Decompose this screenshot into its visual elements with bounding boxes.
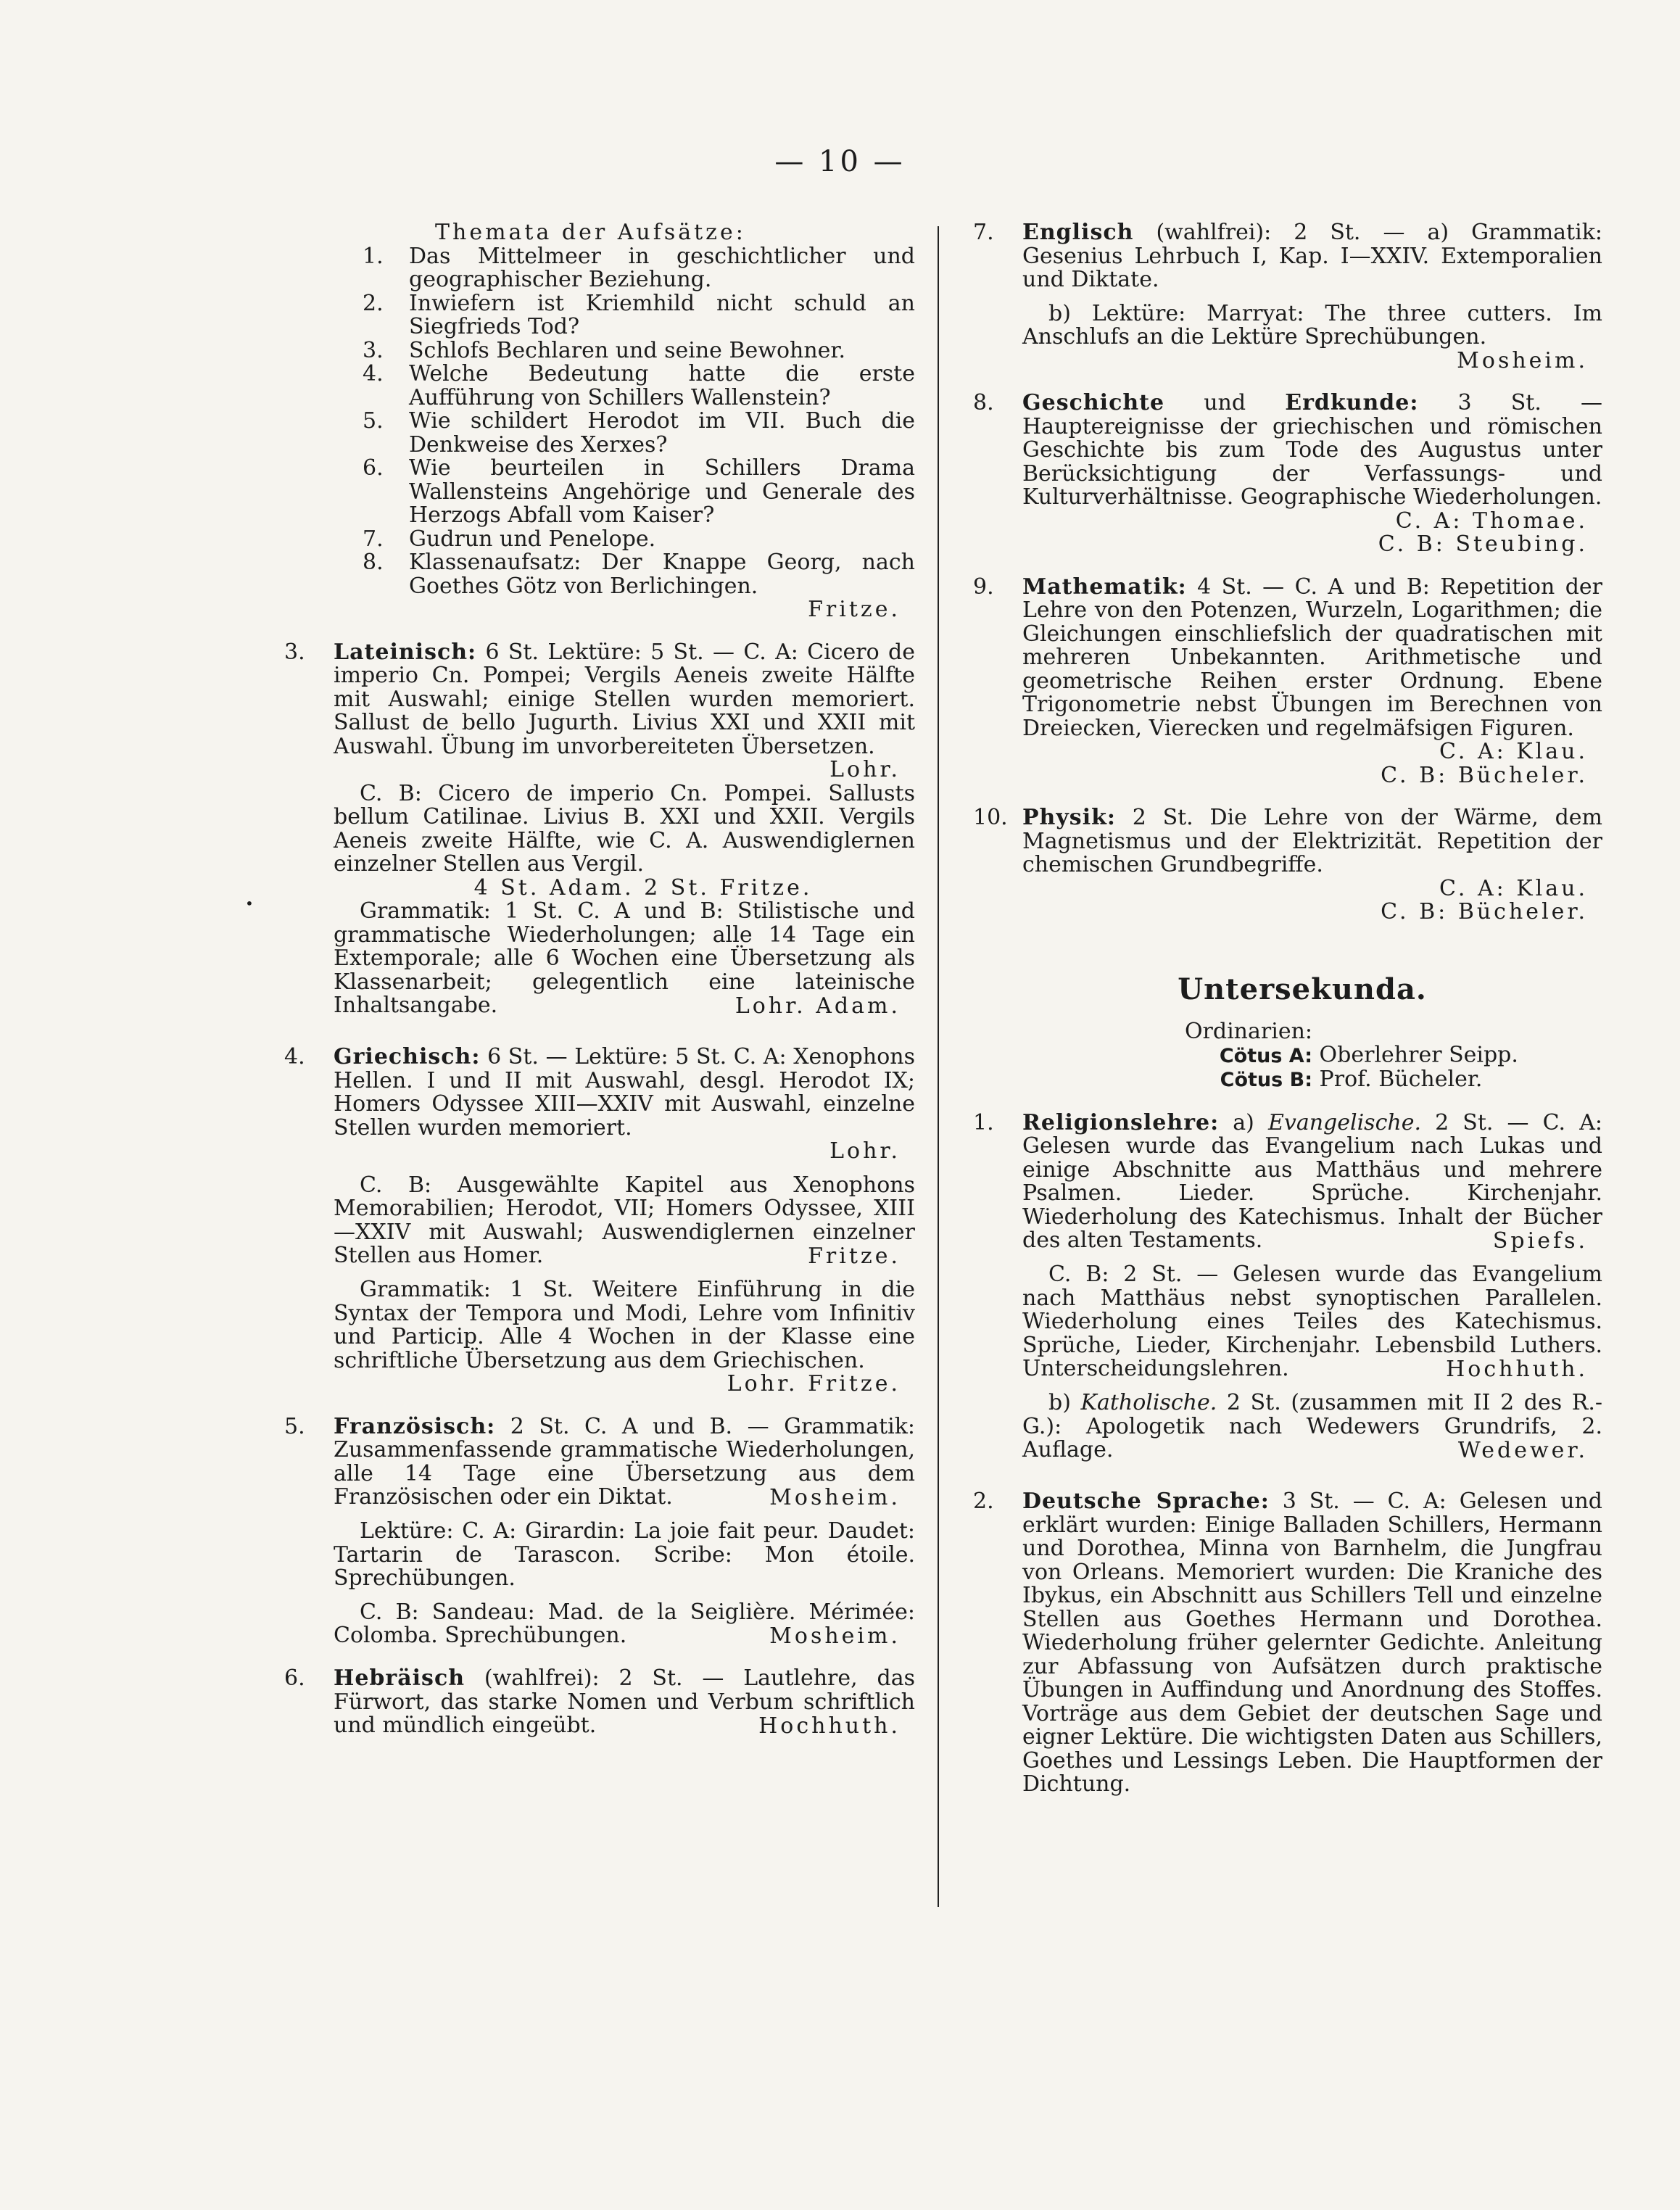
theme-number: 4.: [363, 361, 384, 386]
stray-mark: •: [245, 895, 254, 912]
ordinarien-line: [973, 1068, 1602, 1093]
theme-item: [284, 363, 915, 410]
subject-prefix: a): [1233, 1109, 1254, 1135]
subject-text: 3 St. — Hauptereignisse der griechischen und römischen Geschichte bis zum Tode des Augustus unter Berücksichtigung der Verfassungs- und Kulturverhältnisse. Geographische Wiederholungen.: [1022, 390, 1602, 510]
theme-number: 1.: [363, 243, 384, 269]
subject-subtitle: Evangelische.: [1267, 1109, 1421, 1135]
subject-text: 2 St. C. A und B. — Grammatik: Zusammenfassende grammatische Wiederholungen, alle 14 Tage eine Übersetzung aus dem Französischen oder ein Diktat.: [334, 1413, 916, 1510]
theme-number: 2.: [363, 290, 384, 316]
teacher-name: Wedewer.: [1457, 1437, 1588, 1463]
teacher-name: C. B: Bücheler.: [1381, 762, 1588, 788]
subject-number: 3.: [284, 639, 305, 665]
ordinarien-line: [973, 1020, 1602, 1068]
subject-number: 10.: [973, 805, 1008, 830]
subject-prefix: b): [1048, 1390, 1071, 1415]
theme-item: [284, 528, 915, 552]
teacher-line: 4 St. Adam. 2 St. Fritze.: [473, 874, 813, 901]
teacher-name: Lohr.: [829, 757, 901, 782]
subject-paragraph: C. B: 2 St. — Gelesen wurde das Evangelium nach Matthäus nebst synoptischen Parallelen. Wiederholung eines Teiles des Katechismus. Sprüche, Lieder, Kirchenjahr. Lebensbild Luthers. Unterscheidungslehren.: [1022, 1262, 1602, 1381]
cotus-b-label: Cötus B:: [1220, 1069, 1312, 1091]
subject-griechisch: [284, 1046, 915, 1140]
subject-religion: [973, 1109, 1602, 1253]
teacher-name: Mosheim.: [769, 1484, 901, 1510]
cotus-a-label: Cötus A:: [1219, 1044, 1312, 1067]
subject-text: 6 St. — Lektüre: 5 St. C. A: Xenophons Hellen. I und II mit Auswahl, desgl. Herodot IX; Homers Odyssee XIII—XXIV mit Auswahl, einzelne Stellen wurden memoriert.: [334, 1044, 915, 1141]
subject-title: Englisch: [1022, 220, 1134, 245]
subject-paragraph: C. B: Ausgewählte Kapitel aus Xenophons Memorabilien; Herodot, VII; Homers Odyssee, XIII—XXIV mit Auswahl; Auswendiglernen einzelner Stellen aus Homer.: [334, 1172, 915, 1268]
theme-number: 6.: [363, 455, 384, 481]
right-column: [973, 221, 1602, 1797]
subject-paragraph: C. B: Sandeau: Mad. de la Seiglière. Mérimée: Colomba. Sprechübungen.: [334, 1599, 915, 1648]
subject-number: 4.: [284, 1044, 305, 1069]
subject-text: (wahlfrei): 2 St. — Lautlehre, das Fürwort, das starke Nomen und Verbum schriftlich und mündlich eingeübt.: [334, 1665, 915, 1738]
teacher-name: C. A: Klau.: [1439, 875, 1588, 901]
subject-title: Religionslehre:: [1022, 1109, 1220, 1135]
theme-text: Welche Bedeutung hatte die erste Aufführung von Schillers Wallenstein?: [409, 361, 915, 410]
subject-title: Mathematik:: [1022, 574, 1187, 600]
theme-text: Das Mittelmeer in geschichtlicher und geographischer Beziehung.: [409, 243, 915, 292]
subject-text: 6 St. Lektüre: 5 St. — C. A: Cicero de imperio Cn. Pompei; Vergils Aeneis zweite Hälfte mit Auswahl; einige Stellen wurden memoriert. Sallust de bello Jugurth. Livius XXI und XXII mit Auswahl. Übung im unvorbereiteten Übersetzen.: [334, 639, 915, 759]
teacher-name: C. A: Thomae.: [1395, 508, 1588, 534]
theme-item: [284, 410, 915, 457]
teacher-name: Hochhuth.: [1446, 1356, 1588, 1382]
subject-englisch: [973, 221, 1602, 292]
subject-number: 1.: [973, 1109, 994, 1135]
theme-text: Gudrun und Penelope.: [409, 526, 656, 552]
theme-text: Inwiefern ist Kriemhild nicht schuld an Siegfrieds Tod?: [409, 290, 915, 339]
subject-mathematik: [973, 576, 1602, 741]
subject-title: Physik:: [1022, 805, 1116, 830]
subject-physik: [973, 806, 1602, 877]
theme-number: 3.: [363, 337, 384, 363]
teacher-name: Hochhuth.: [758, 1713, 901, 1739]
subject-number: 5.: [284, 1413, 305, 1439]
themes-title: Themata der Aufsätze:: [435, 220, 746, 245]
teacher-name: C. B: Steubing.: [1378, 531, 1588, 557]
theme-number: 5.: [363, 408, 384, 434]
subject-title: Deutsche Sprache:: [1022, 1489, 1270, 1514]
subject-title: Geschichte: [1022, 390, 1165, 415]
subject-hebraeisch: [284, 1667, 915, 1738]
subject-number: 2.: [973, 1489, 994, 1514]
subject-latein: [284, 639, 915, 782]
subject-title: Griechisch:: [334, 1044, 481, 1069]
teacher-name: Fritze.: [808, 1243, 901, 1269]
section-heading: Untersekunda.: [1178, 972, 1427, 1006]
theme-number: 8.: [363, 550, 384, 575]
theme-item: [284, 457, 915, 528]
theme-number: 7.: [363, 526, 384, 552]
cotus-b-value: Prof. Bücheler.: [1319, 1067, 1483, 1092]
subject-subtitle: Katholische.: [1080, 1390, 1217, 1415]
teacher-name: Mosheim.: [1457, 347, 1588, 373]
subject-number: 6.: [284, 1665, 305, 1691]
theme-item: [284, 292, 915, 339]
theme-text: Schlofs Bechlaren und seine Bewohner.: [409, 337, 845, 363]
teacher-name: Spiefs.: [1492, 1228, 1588, 1254]
theme-item: [284, 551, 915, 598]
teacher-name: C. B: Bücheler.: [1381, 899, 1588, 924]
subject-number: 9.: [973, 574, 994, 600]
subject-text: 4 St. — C. A und B: Repetition der Lehre von den Potenzen, Wurzeln, Logarithmen; die Gleichungen einschliefslich der quadratischen mit mehreren Unbekannten. Arithmetische und geometrische Reihen erster Ordnung. Ebene Trigonometrie nebst Übungen im Berechnen von Dreiecken, Vierecken und regelmäfsigen Figuren.: [1022, 574, 1602, 741]
left-column: [284, 221, 915, 1738]
subject-title: Erdkunde:: [1285, 390, 1419, 415]
ordinarien-label: Ordinarien:: [1184, 1019, 1312, 1044]
teacher-name: C. A: Klau.: [1439, 739, 1588, 764]
teacher-name: Mosheim.: [769, 1623, 901, 1649]
subject-text: 2 St. Die Lehre von der Wärme, dem Magnetismus und der Elektrizität. Repetition der chemischen Grundbegriffe.: [1022, 805, 1602, 877]
subject-paragraph: Grammatik: 1 St. C. A und B: Stilistische und grammatische Wiederholungen; alle 14 Tage ein Extemporale; alle 6 Wochen eine Übersetzung als Klassenarbeit; gelegentlich eine lateinische Inhaltsangabe.: [334, 898, 915, 1018]
theme-item: [284, 245, 915, 292]
subject-geschichte: [973, 392, 1602, 510]
subject-paragraph: b) Lektüre: Marryat: The three cutters. Im Anschlufs an die Lektüre Sprechübungen.: [1022, 300, 1602, 349]
subject-text: 2 St. — C. A: Gelesen wurde das Evangelium nach Lukas und einige Abschnitte aus Matthäus und mehrere Psalmen. Lieder. Sprüche. Kirchenjahr. Wiederholung des Katechismus. Inhalt der Bücher des alten Testaments.: [1022, 1109, 1602, 1253]
teacher-name: Lohr. Fritze.: [727, 1371, 901, 1396]
subject-paragraph: C. B: Cicero de imperio Cn. Pompei. Sallusts bellum Catilinae. Livius B. XXI und XXII. Vergils Aeneis zweite Hälfte, wie C. A. Auswendiglernen einzelner Stellen aus Vergil.: [334, 780, 915, 877]
subject-title: Hebräisch: [334, 1665, 465, 1691]
cotus-a-value: Oberlehrer Seipp.: [1319, 1042, 1518, 1068]
subject-number: 7.: [973, 220, 994, 245]
page-number: — 10 —: [774, 145, 906, 178]
subject-connector: und: [1204, 390, 1246, 415]
subject-title: Französisch:: [334, 1413, 496, 1439]
subject-paragraph: Grammatik: 1 St. Weitere Einführung in die Syntax der Tempora und Modi, Lehre vom Infinitiv und Particip. Alle 4 Wochen in der Klasse eine schriftliche Übersetzung aus dem Griechischen.: [334, 1277, 915, 1373]
subject-franzoesisch: [284, 1415, 915, 1510]
subject-title: Lateinisch:: [334, 639, 477, 665]
subject-text: 2 St. (zusammen mit II 2 des R.-G.): Apologetik nach Wedewers Grundrifs, 2. Auflage.: [1022, 1390, 1602, 1462]
teacher-name: Lohr. Adam.: [735, 993, 901, 1019]
teacher-name: Lohr.: [829, 1138, 901, 1164]
subject-number: 8.: [973, 390, 994, 415]
column-divider: [938, 226, 939, 1907]
theme-text: Wie schildert Herodot im VII. Buch die Denkweise des Xerxes?: [409, 408, 915, 458]
subject-paragraph: Lektüre: C. A: Girardin: La joie fait peur. Daudet: Tartarin de Tarascon. Scribe: Mon étoile. Sprechübungen.: [334, 1518, 915, 1591]
themes-teacher: Fritze.: [808, 597, 901, 622]
theme-text: Wie beurteilen in Schillers Drama Wallensteins Angehörige und Generale des Herzogs Abfall vom Kaiser?: [409, 455, 915, 528]
theme-item: [284, 339, 915, 363]
theme-text: Klassenaufsatz: Der Knappe Georg, nach Goethes Götz von Berlichingen.: [409, 550, 915, 599]
subject-deutsch: [973, 1490, 1602, 1797]
subject-text: (wahlfrei): 2 St. — a) Grammatik: Gesenius Lehrbuch I, Kap. I—XXIV. Extemporalien und Diktate.: [1022, 220, 1602, 292]
subject-text: 3 St. — C. A: Gelesen und erklärt wurden: Einige Balladen Schillers, Hermann und Dorothea, Minna von Barnhelm, die Jungfrau von Orleans. Memoriert wurden: Die Kraniche des Ibykus, ein Abschnitt aus Schillers Tell und einzelne Stellen aus Goethes Hermann und Dorothea. Wiederholung früher gelernter Gedichte. Anleitung zur Abfassung von Aufsätzen durch praktische Übungen in Auffindung und Anordnung des Stoffes. Vorträge aus dem Gebiet der deutschen Sage und eigner Lektüre. Die wichtigsten Daten aus Schillers, Goethes und Lessings Leben. Die Hauptformen der Dichtung.: [1022, 1489, 1602, 1797]
